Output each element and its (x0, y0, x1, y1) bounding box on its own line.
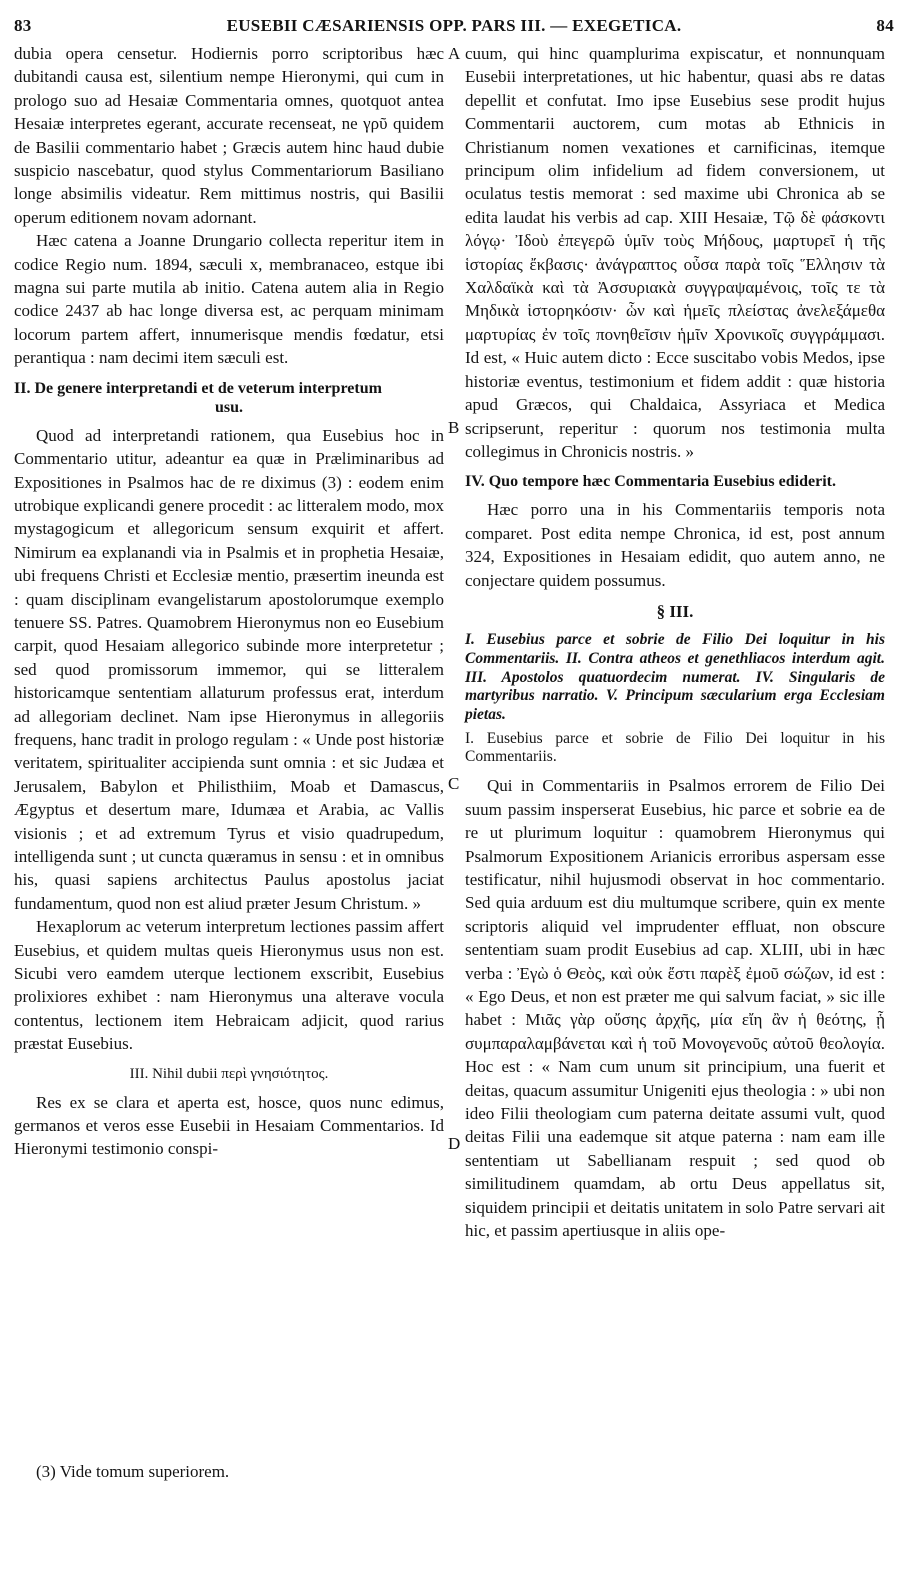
right-column (465, 42, 885, 1242)
page-number-left: 83 (14, 16, 32, 35)
page-number-right: 84 (876, 16, 894, 35)
paragraph: dubia opera censetur. Hodiernis porro scriptoribus hæc dubitandi causa est, silentium nempe Hieronymi, qui cum in prologo suo ad Hesaiæ Commentaria omnes, quotquot antea Hesaiæ interpretes egerant, accurate recenseat, ne γρῦ quidem de Basilii commentario habet ; Græcis autem hinc haud dubie suspicio nascebatur, quod stylus Commentariorum Basiliano longe absimilis videatur. Rem mittimus nostris, qui Basilii operum editionem novam adornant. (14, 44, 444, 227)
left-column (14, 42, 444, 1161)
subsection-heading: I. Eusebius parce et sobrie de Filio Dei loquitur in his Commentariis. (465, 730, 885, 766)
margin-letter-d: D (448, 1134, 461, 1153)
footnote: (3) Vide tomum superiorem. (36, 1462, 230, 1481)
margin-letter-a: A (448, 44, 461, 63)
section-heading-continuation: usu. (214, 398, 244, 416)
section-summary: I. Eusebius parce et sobrie de Filio Dei loquitur in his Commentariis. II. Contra atheos et genethliacos interdum agit. III. Apostolos quatuordecim numerat. IV. Singularis de martyribus narratio. V. Principum sæcularium erga Ecclesiam pietas. (465, 631, 885, 723)
paragraph: Hexaplorum ac veterum interpretum lectiones passim affert Eusebius, et quidem multas queis Hieronymus usus non est. Sicubi vero eamdem uterque lectionem exscribit, Eusebius prolixiores exhibet : nam Hieronymus una alterave vocula contentus, lectionem item Hebraicam adjicit, quod rarius præstat Eusebius. (14, 917, 444, 1054)
running-title: EUSEBII CÆSARIENSIS OPP. PARS III. — EXEGETICA. (226, 16, 682, 35)
running-header (14, 16, 894, 40)
section-heading: IV. Quo tempore hæc Commentaria Eusebius ediderit. (465, 473, 836, 491)
section-mark: § III. (656, 601, 694, 621)
paragraph: Qui in Commentariis in Psalmos errorem de Filio Dei suum passim insperserat Eusebius, hic parce et sobrie ea de re ut plurimum loquitur : quamobrem Hieronymus qui Psalmorum Expositionem Arianicis erroribus aspersam esse testificatur, nihil hujusmodi observat in hoc commentario. Sed quia arduum est diu multumque scribere, quin ex mente scriptoris aliquid vel imprudenter effluat, non obscure sententiam suam prodit Eusebius ad cap. XLIII, ubi in hæc verba : Ἐγὼ ὁ Θεὸς, καὶ οὐκ ἔστι παρὲξ ἐμοῦ σώζων, id est : « Ego Deus, et non est præter me qui salvum faciat, » sic ille habet : Μιᾶς γὰρ οὔσης ἀρχῆς, μία εἴη ἂν ἡ θεότης, ᾗ συμπαραλαμβάνεται καὶ ἡ τοῦ Μονογενοῦς αὐτοῦ θεολογία. Hoc est : « Nam cum unum sit principium, una fuerit et deitas, quacum assumitur Unigeniti ejus theologia : » ubi non ideo Filii theologiam cum paterna deitate assumi vult, quod deitas Filii una eademque sit atque paterna : nam eam ille sententiam ut Sabellianam respuit ; sed quod ob similitudinem quamdam, ab ortu Deus appellatus sit, siquidem principii et deitatis unitatem in solo Patre servari ait hic, et passim apertiusque in aliis ope- (465, 776, 885, 1241)
paragraph: Res ex se clara et aperta est, hosce, quos nunc edimus, germanos et veros esse Eusebii in Hesaiam Commentarios. Id Hieronymi testimonio conspi- (14, 1092, 444, 1159)
section-heading-text: II. De genere interpretandi et de veterum interpretum (14, 379, 382, 397)
section-heading (14, 379, 444, 417)
margin-letter-c: C (448, 774, 460, 793)
paragraph: Hæc porro una in his Commentariis temporis nota comparet. Post edita nempe Chronica, id est, post annum 324, Expositiones in Hesaiam edidit, quo autem anno, ne conjectare quidem possumus. (465, 500, 885, 590)
margin-letter-b: B (448, 418, 460, 437)
section-heading: III. Nihil dubii περὶ γνησιότητος. (129, 1065, 329, 1082)
paragraph: cuum, qui hinc quamplurima expiscatur, et nonnunquam Eusebii interpretationes, ut hic habentur, quasi abs re datas depellit et confutat. Imo ipse Eusebius sese prodit hujus Commentarii auctorem, cum motas ab Ethnicis in Christianum nomen vexationes et carnificinas, itemque principum olim infidelium ad fidem conversionem, ut oculatus testis memorat : sed maxime ubi Chronica ab se edita laudat his verbis ad cap. XIII Hesaiæ, Τῷ δὲ φάσκοντι λόγῳ· Ἰδοὺ ἐπεγερῶ ὑμῖν τοὺς Μήδους, μαρτυρεῖ ἡ τῆς ἱστορίας ἔκβασις· ἀνάγραπτος οὖσα παρὰ τοῖς Ἕλλησιν τὰ Χαλδαϊκὰ καὶ τὰ Ἀσσυριακὰ συγγραψαμένοις, τοῖς τε τὰ Μηδικὰ ἱστορηκόσιν· ὧν καὶ ἡμεῖς πλείστας ἀνελεξάμεθα μαρτυρίας ἐν τοῖς πονηθεῖσιν ἡμῖν Χρονικοῖς συγγράμμασι. Id est, « Huic autem dicto : Ecce suscitabo vobis Medos, ipse historiæ eventus, testimonium et fidem addit : quæ historia apud Græcos, qui Chaldaica, Assyriaca et Medica scripserunt, reperitur : quorum nos testimonia multa collegimus in Chronicis nostris. » (465, 44, 885, 461)
paragraph: Quod ad interpretandi rationem, qua Eusebius hoc in Commentario utitur, adeantur ea quæ in Præliminaribus ad Expositiones in Psalmos hac de re diximus (3) : eodem enim utrobique explicandi genere procedit : ac litteralem modo, mox mystagogicum et allegoricum sensum exquirit et affert. Nimirum ea explanandi via in Psalmis et in prophetia Hesaiæ, ubi frequens Christi et Ecclesiæ mentio, præsertim ineunda est : quam disciplinam evangelistarum apostolorumque exemplo tenuere SS. Patres. Quamobrem Hieronymus non eo Eusebium carpit, quod Hesaiam allegorico subinde more interpretetur ; sed quod promissorum immemor, qui se litteralem historicamque sententiam allaturum professus erat, interdum ad allegoriam declinet. Nam ipse Hieronymus in allegoriis frequens, hanc tradit in prologo regulam : « Unde post historiæ veritatem, spiritualiter accipienda sunt omnia : et sic Judæa et Jerusalem, Babylon et Philisthiim, Moab et Damascus, Ægyptus et desertum mare, Idumæa et Arabia, ac Vallis visionis ; et ad extremum Tyrus et visio quadrupedum, intelligenda sunt ; ut cuncta quæramus in sensu : et in omnibus his, quasi sapiens architectus Paulus apostolus jaciat fundamentum, quod non est aliud præter Jesum Christum. » (14, 425, 444, 913)
paragraph: Hæc catena a Joanne Drungario collecta reperitur item in codice Regio num. 1894, sæculi x, membranaceo, estque ibi magna sui parte mutila ab initio. Catena autem alia in Regio codice 2437 ab hac longe diversa est, ac perquam minimam locorum partem affert, innumerisque mendis fœdatur, etsi perantiqua : nam decimi item sæculi est. (14, 231, 444, 368)
